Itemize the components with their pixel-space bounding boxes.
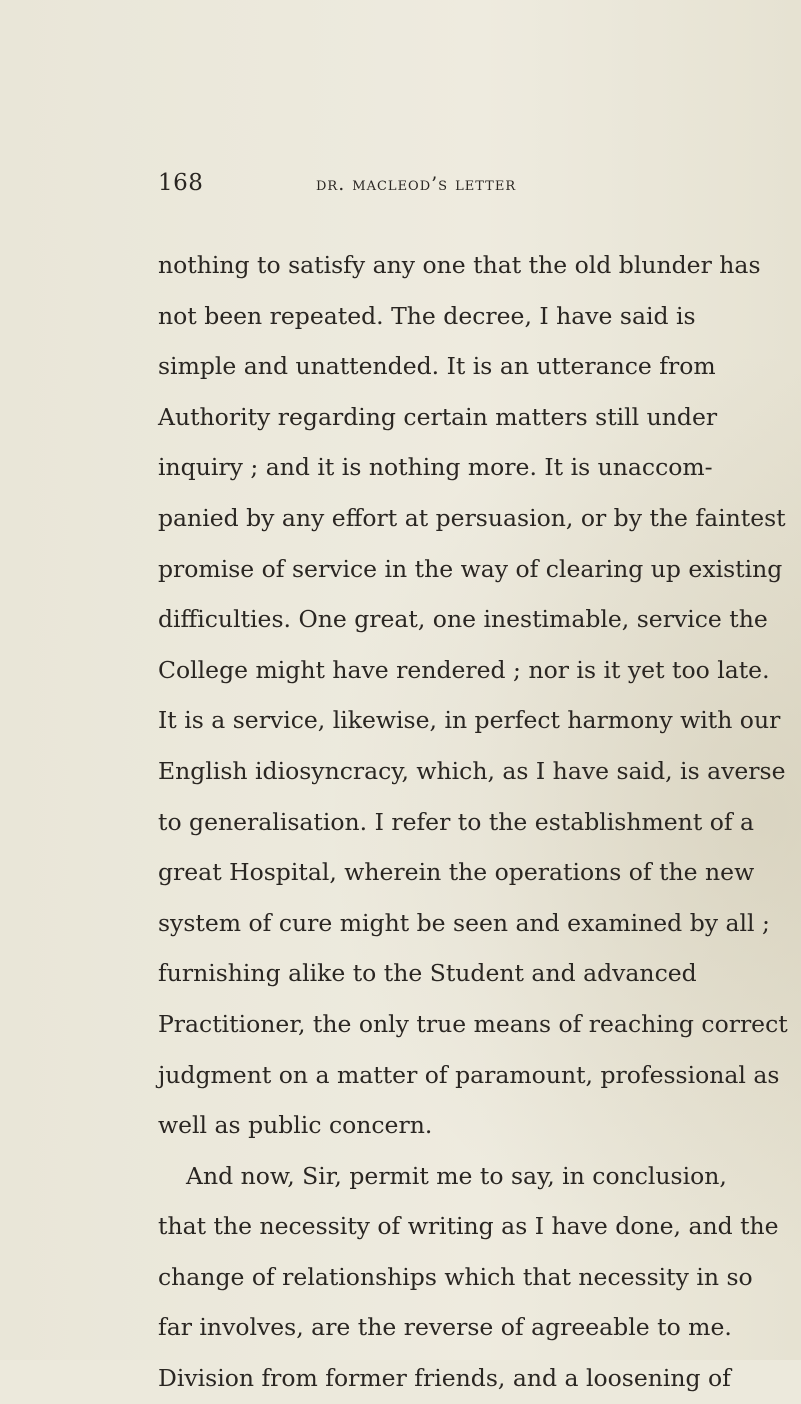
page-number: 168 xyxy=(158,170,204,196)
text-line: panied by any effort at persuasion, or by the faintest xyxy=(158,503,786,532)
text-line: Authority regarding certain matters still under xyxy=(158,402,718,431)
text-line: promise of service in the way of clearing up existing xyxy=(158,554,783,583)
text-line: to generalisation. I refer to the establishment of a xyxy=(158,807,755,836)
text-line: And now, Sir, permit me to say, in conclusion, xyxy=(186,1161,727,1190)
running-head: dr. macleod’s letter xyxy=(316,173,517,195)
text-line: College might have rendered ; nor is it yet too late. xyxy=(158,655,770,684)
text-line: far involves, are the reverse of agreeable to me. xyxy=(158,1313,732,1342)
body-text xyxy=(158,240,788,1404)
text-line: English idiosyncracy, which, as I have said, is averse xyxy=(158,756,786,785)
text-line: system of cure might be seen and examined by all ; xyxy=(158,908,770,937)
text-line: furnishing alike to the Student and advanced xyxy=(158,959,697,988)
page-header xyxy=(0,170,801,206)
text-line: change of relationships which that necessity in so xyxy=(158,1262,753,1291)
text-line: Practitioner, the only true means of reaching correct xyxy=(158,1009,788,1038)
text-line: simple and unattended. It is an utterance from xyxy=(158,352,716,381)
text-line: It is a service, likewise, in perfect harmony with our xyxy=(158,706,781,735)
text-line: difficulties. One great, one inestimable, service the xyxy=(158,605,768,634)
text-line: nothing to satisfy any one that the old blunder has xyxy=(158,251,761,279)
text-line: not been repeated. The decree, I have said is xyxy=(158,301,696,330)
text-line: that the necessity of writing as I have done, and the xyxy=(158,1212,779,1241)
text-line: judgment on a matter of paramount, professional as xyxy=(158,1060,780,1089)
text-line: Division from former friends, and a loosening of xyxy=(158,1364,731,1393)
text-line: well as public concern. xyxy=(158,1111,433,1140)
text-line: great Hospital, wherein the operations of the new xyxy=(158,858,755,887)
text-line: inquiry ; and it is nothing more. It is unaccom- xyxy=(158,453,713,482)
